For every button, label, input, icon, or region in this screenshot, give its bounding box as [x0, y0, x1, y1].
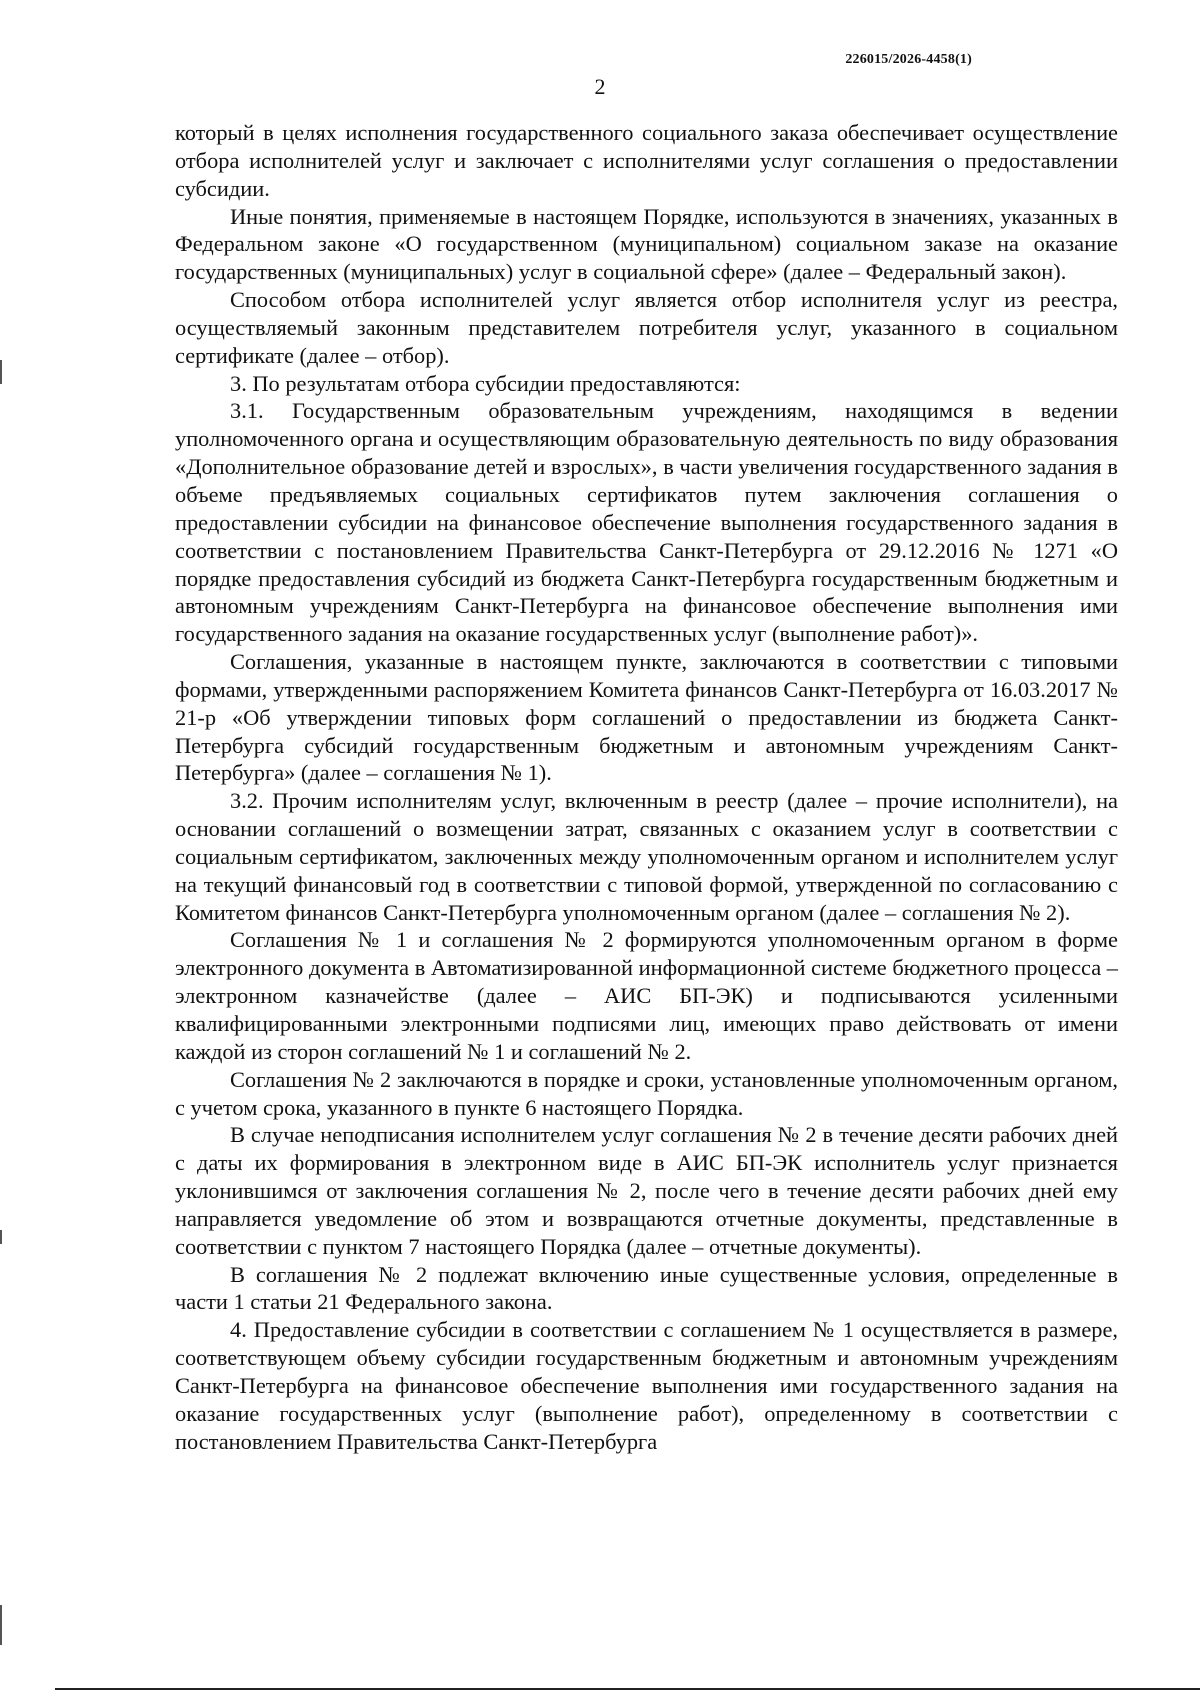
paragraph-non-signing: В случае неподписания исполнителем услуг соглашения № 2 в течение десяти рабочих дней с даты их формирования в электронном виде в АИС БП-ЭК исполнитель услуг признается уклонившимся от заключения соглашения № 2, после чего в течение десяти рабочих дней ему направляется уведомление об этом и возвращаются отчетные документы, представленные в соответствии с пунктом 7 настоящего Порядка (далее – отчетные документы). — [175, 1122, 1118, 1259]
paragraph-clause-3-1: 3.1. Государственным образовательным учреждениям, находящимся в ведении уполномоченного органа и осуществляющим образовательную деятельность по виду образования «Дополнительное образование детей и взрослых», в части увеличения государственного задания в объеме предъявляемых социальных сертификатов путем заключения соглашения о предоставлении субсидии на финансовое обеспечение выполнения государственного задания в соответствии с постановлением Правительства Санкт-Петербурга от 29.12.2016 № 1271 «О порядке предоставления субсидий из бюджета Санкт-Петербурга государственным бюджетным и автономным учреждениям Санкт-Петербурга на финансовое обеспечение выполнения ими государственного задания на оказание государственных услуг (выполнение работ)». — [175, 398, 1118, 647]
paragraph-essential-conditions: В соглашения № 2 подлежат включению иные существенные условия, определенные в части 1 статьи 21 Федерального закона. — [175, 1261, 1118, 1315]
paragraph-agreements-1: Соглашения, указанные в настоящем пункте, заключаются в соответствии с типовыми формами, утвержденными распоряжением Комитета финансов Санкт-Петербурга от 16.03.2017 № 21-р «Об утверждении типовых форм соглашений о предоставлении из бюджета Санкт-Петербурга субсидий государственным бюджетным и автономным учреждениям Санкт-Петербурга» (далее – соглашения № 1). — [175, 649, 1118, 786]
paragraph-clause-4: 4. Предоставление субсидии в соответствии с соглашением № 1 осуществляется в размере, соответствующем объему субсидии государственным бюджетным и автономным учреждениям Санкт-Петербурга на финансовое обеспечение выполнения ими государственного задания на оказание государственных услуг (выполнение работ), определенному в соответствии с постановлением Правительства Санкт-Петербурга — [175, 1317, 1118, 1454]
paragraph-definitions: Иные понятия, применяемые в настоящем Порядке, используются в значениях, указанных в Федеральном законе «О государственном (муниципальном) социальном заказе на оказание государственных (муниципальных) услуг в социальной сфере» (далее – Федеральный закон). — [175, 203, 1118, 285]
scan-margin-mark — [0, 1230, 2, 1244]
document-registration-number: 226015/2026-4458(1) — [845, 52, 972, 67]
scan-bottom-edge — [55, 1688, 1200, 1690]
page-number: 2 — [594, 74, 606, 99]
document-body — [175, 119, 1118, 1456]
paragraph-selection-method: Способом отбора исполнителей услуг является отбор исполнителя услуг из реестра, осуществляемый законным представителем потребителя услуг, указанного в социальном сертификате (далее – отбор). — [175, 287, 1118, 368]
scan-margin-mark — [0, 1605, 2, 1645]
scan-margin-mark — [0, 360, 2, 384]
paragraph-continuation: который в целях исполнения государственного социального заказа обеспечивает осуществление отбора исполнителей услуг и заключает с исполнителями услуг соглашения о предоставлении субсидии. — [175, 120, 1118, 201]
paragraph-agreements-2-terms: Соглашения № 2 заключаются в порядке и сроки, установленные уполномоченным органом, с учетом срока, указанного в пункте 6 настоящего Порядка. — [175, 1066, 1118, 1120]
paragraph-clause-3-2: 3.2. Прочим исполнителям услуг, включенным в реестр (далее – прочие исполнители), на основании соглашений о возмещении затрат, связанных с оказанием услуг в соответствии с социальным сертификатом, заключенных между уполномоченным органом и исполнителем услуг на текущий финансовый год в соответствии с типовой формой, утвержденной по согласованию с Комитетом финансов Санкт-Петербурга уполномоченным органом (далее – соглашения № 2). — [175, 788, 1118, 925]
paragraph-clause-3: 3. По результатам отбора субсидии предоставляются: — [230, 370, 741, 396]
paragraph-agreements-formation: Соглашения № 1 и соглашения № 2 формируются уполномоченным органом в форме электронного документа в Автоматизированной информационной системе бюджетного процесса – электронном казначействе (далее – АИС БП-ЭК) и подписываются усиленными квалифицированными электронными подписями лиц, имеющих право действовать от имени каждой из сторон соглашений № 1 и соглашений № 2. — [175, 927, 1118, 1064]
